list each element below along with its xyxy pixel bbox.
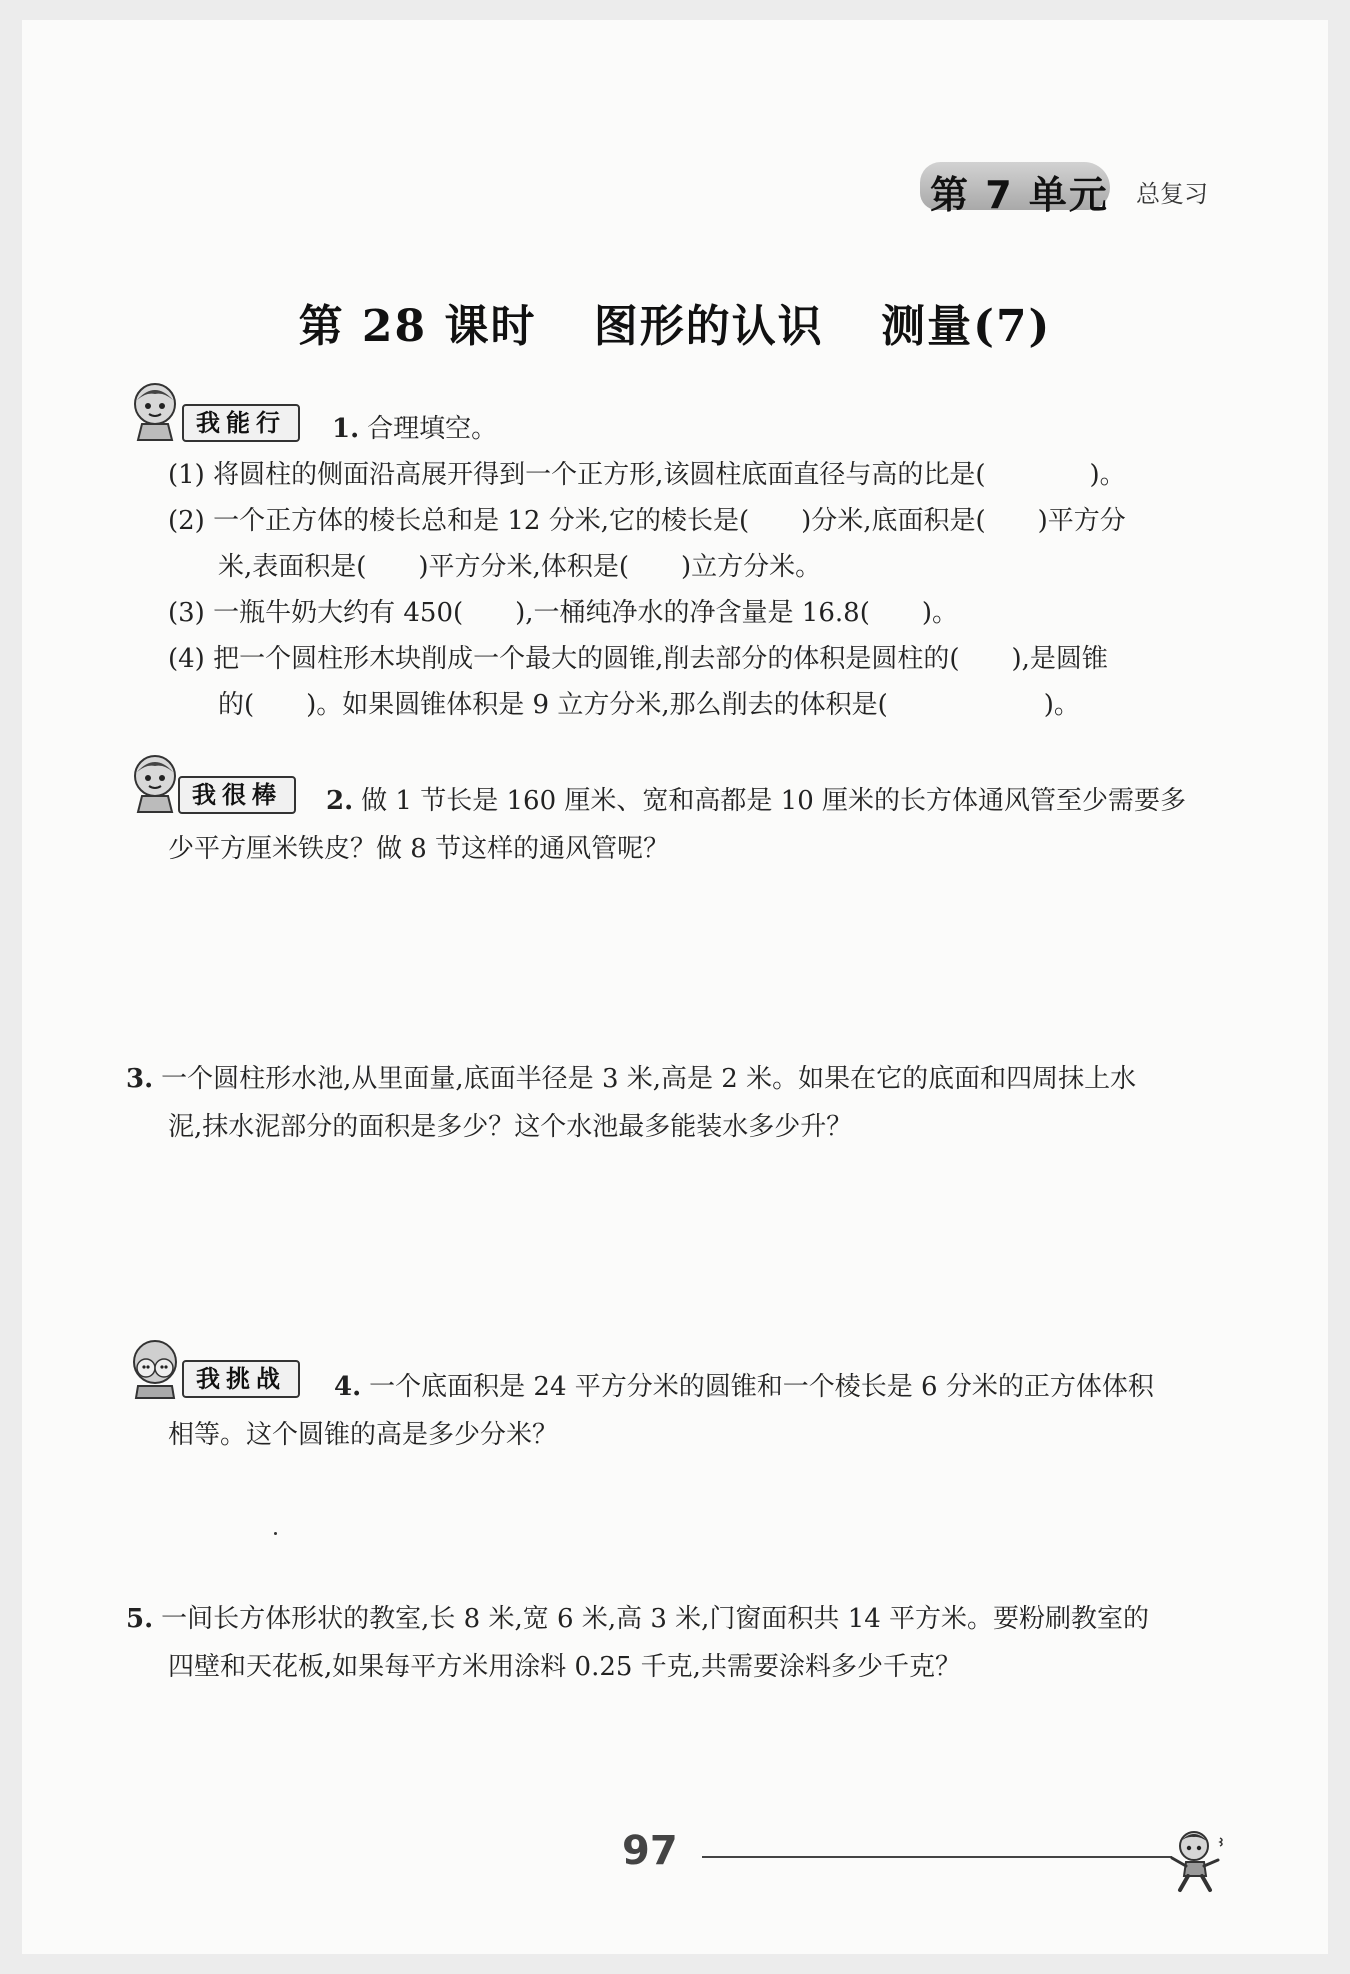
q3-number: 3. (126, 1064, 154, 1094)
workbook-page (22, 20, 1328, 1954)
lesson-number: 第 28 课时 (298, 301, 537, 352)
q1-item-2-line-2: 米,表面积是( )平方分米,体积是( )立方分米。 (218, 552, 822, 582)
q1-item-4-line-2: 的( )。如果圆锥体积是 9 立方分米,那么削去的体积是( )。 (218, 690, 1080, 720)
q4-number: 4. (334, 1372, 362, 1402)
q4-text-1: 一个底面积是 24 平方分米的圆锥和一个棱长是 6 分米的正方体体积 (369, 1372, 1154, 1402)
lesson-subtopic: 测量(7) (881, 301, 1052, 352)
q1-item-4-line-1: (4) 把一个圆柱形木块削成一个最大的圆锥,削去部分的体积是圆柱的( ),是圆锥 (168, 644, 1108, 674)
q2-line-2: 少平方厘米铁皮？做 8 节这样的通风管呢？ (168, 834, 670, 864)
q5-number: 5. (126, 1604, 154, 1634)
q3-line-1 (126, 1056, 1136, 1102)
q3-text-1: 一个圆柱形水池,从里面量,底面半径是 3 米,高是 2 米。如果在它的底面和四周抹上水 (161, 1064, 1137, 1094)
q1-title: 合理填空。 (367, 414, 498, 444)
q4-line-1 (334, 1364, 1154, 1410)
stray-dot (274, 1532, 277, 1535)
girl-mascot-icon (128, 380, 182, 442)
q2-line-1 (326, 778, 1186, 824)
q3-line-2: 泥,抹水泥部分的面积是多少？这个水池最多能装水多少升？ (168, 1112, 853, 1142)
q1-item-2-line-1: (2) 一个正方体的棱长总和是 12 分米,它的棱长是( )分米,底面积是( )平方分 (168, 506, 1126, 536)
page-number: 97 (622, 1828, 678, 1874)
unit-title: 第 7 单元 (930, 173, 1109, 217)
q2-number: 2. (326, 786, 354, 816)
lesson-title (22, 290, 1328, 354)
q1-number: 1. (332, 414, 360, 444)
badge-can-do: 我能行 (182, 404, 300, 442)
q1-item-1: (1) 将圆柱的侧面沿高展开得到一个正方形,该圆柱底面直径与高的比是( )。 (168, 460, 1126, 490)
q1-item-3: (3) 一瓶牛奶大约有 450( ),一桶纯净水的净含量是 16.8( )。 (168, 598, 958, 628)
badge-challenge: 我挑战 (182, 1360, 300, 1398)
lesson-topic: 图形的认识 (593, 301, 824, 352)
kids-mascot-icon (128, 1338, 182, 1400)
girl-mascot-icon (128, 752, 182, 814)
q5-line-2: 四壁和天花板,如果每平方米用涂料 0.25 千克,共需要涂料多少千克？ (168, 1652, 961, 1682)
badge-great: 我很棒 (178, 776, 296, 814)
q5-line-1 (126, 1596, 1149, 1642)
q4-line-2: 相等。这个圆锥的高是多少分米？ (168, 1420, 559, 1450)
unit-subtitle: 总复习 (1136, 180, 1208, 208)
footer-rule (702, 1856, 1172, 1858)
q1-title-row (332, 406, 497, 452)
q2-text-1: 做 1 节长是 160 厘米、宽和高都是 10 厘米的长方体通风管至少需要多 (361, 786, 1186, 816)
q5-text-1: 一间长方体形状的教室,长 8 米,宽 6 米,高 3 米,门窗面积共 14 平方米。要粉刷教室的 (161, 1604, 1150, 1634)
running-boy-mascot-icon (1164, 1828, 1234, 1894)
